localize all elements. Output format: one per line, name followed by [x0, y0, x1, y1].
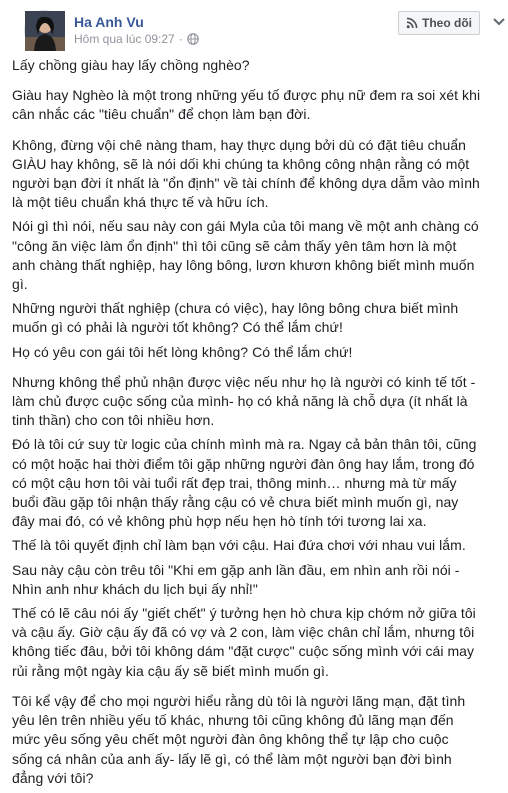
post-meta — [74, 32, 199, 46]
post-paragraph: Nói gì thì nói, nếu sau này con gái Myla của tôi mang về một anh chàng có "công ăn việc làm ổn định" thì tôi cũng sẽ cảm thấy yên tâm hơn là một anh chàng thất nghiệp, hay lông bông, lươn khươn không biết mình muốn gì. — [12, 218, 479, 293]
post-body — [12, 56, 482, 793]
post-paragraph: Giàu hay Nghèo là một trong những yếu tố được phụ nữ đem ra soi xét khi cân nhắc các "tiêu chuẩn" để chọn làm bạn đời. — [12, 87, 481, 123]
globe-icon[interactable] — [187, 33, 199, 45]
rss-icon — [406, 17, 418, 29]
meta-separator: · — [178, 32, 183, 46]
post-paragraph: Không, đừng vội chê nàng tham, hay thực dụng bởi dù có đặt tiêu chuẩn GIÀU hay không, sẽ là nói dối khi chúng ta không công nhận rằng có một người bạn đời ít nhất là "ổn định" về tài chính để không dựa dẫm vào mình là một tiêu chuẩn khá thực tế và hữu ích. — [12, 136, 480, 211]
post-paragraph: Thế là tôi quyết định chỉ làm bạn với cậu. Hai đứa chơi với nhau vui lắm. — [12, 537, 466, 554]
post-paragraph: Nhưng không thể phủ nhận được việc nếu như họ là người có kinh tế tốt - làm chủ được cuộc sống của mình- họ có khả năng là chỗ dựa (ít nhất là tinh thần) cho con tôi nhiều hơn. — [12, 373, 476, 429]
post-paragraph: Những người thất nghiệp (chưa có việc), hay lông bông chưa biết mình muốn gì có phải là người tốt không? Có thể lắm chứ! — [12, 300, 459, 336]
post-paragraph: Lấy chồng giàu hay lấy chồng nghèo? — [12, 57, 250, 73]
post-paragraph: Họ có yêu con gái tôi hết lòng không? Có thể lắm chứ! — [12, 343, 353, 360]
follow-button[interactable] — [398, 11, 480, 35]
post-paragraph: Đó là tôi cứ suy từ logic của chính mình mà ra. Ngay cả bản thân tôi, cũng có một hoặc hai thời điểm tôi gặp những người đàn ông hay lắm, trong đó có một cậu hơn tôi vài tuổi rất đẹp trai, thông minh… nhưng mà từ mấy buổi đầu gặp tôi nhận thấy rằng cậu có vẻ chưa biết mình muốn gì, nay đây mai đó, có vẻ không phù hợp nếu hẹn hò tính tới tương lai xa. — [12, 436, 477, 530]
post-paragraph: Thế có lẽ câu nói ấy "giết chết" ý tưởng hẹn hò chưa kịp chớm nở giữa tôi và cậu ấy. Giờ cậu ấy đã có vợ và 2 con, làm việc chân chỉ lắm, nhưng tôi không tiếc đâu, bởi tôi không dám "đặt cược" cuộc sống mình với cái may rủi rằng một ngày kia cậu ấy sẽ biết mình muốn gì. — [12, 605, 476, 679]
follow-label: Theo dõi — [422, 16, 472, 30]
post-paragraph: Tôi kể vậy để cho mọi người hiểu rằng dù tôi là người lãng mạn, đặt tình yêu lên trên nhiều yếu tố khác, nhưng tôi cũng không đủ lãng mạn đến mức yêu sống yêu chết một người đàn ông không thể tự lập cho cuộc sống cá nhân của anh ấy- lấy lẽ gì, có thể làm một người bạn đời bình đẳng với tôi? — [12, 692, 466, 786]
avatar-photo — [25, 11, 65, 51]
author-name[interactable]: Ha Anh Vu — [74, 14, 144, 30]
post-paragraph: Sau này cậu còn trêu tôi "Khi em gặp anh lần đầu, em nhìn anh rồi nói - Nhìn anh như khách du lịch bụi ấy nhỉ!" — [12, 561, 460, 597]
post-header — [12, 0, 490, 56]
post-timestamp[interactable]: Hôm qua lúc 09:27 — [74, 32, 175, 46]
chevron-down-icon[interactable] — [490, 12, 508, 32]
avatar[interactable] — [24, 10, 64, 50]
